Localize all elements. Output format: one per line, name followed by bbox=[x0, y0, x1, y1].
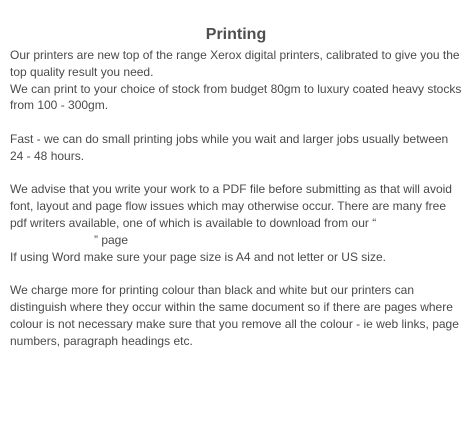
spacer bbox=[10, 165, 462, 182]
spacer bbox=[10, 114, 462, 131]
intro-printers-text: Our printers are new top of the range Xerox digital printers, calibrated to give you the top quality result you need. bbox=[10, 48, 460, 79]
pdf-advice-text bbox=[10, 181, 462, 248]
pdf-advice-body: We advise that you write your work to a PDF file before submitting as that will avoid font, layout and page flow issues which may otherwise occur. There are many free pdf writers available, one of which is available to download from our “ bbox=[10, 182, 452, 230]
page-title: Printing bbox=[205, 26, 267, 43]
spacer bbox=[10, 265, 462, 282]
colour-charge-text: We charge more for printing colour than black and white but our printers can distinguish where they occur within the same document so if there are pages where colour is not necessary make sure that you remove all the colour - ie web links, page numbers, paragraph headings etc. bbox=[10, 283, 459, 348]
pdf-advice-tail: ” page bbox=[94, 232, 129, 247]
turnaround-text: Fast - we can do small printing jobs while you wait and larger jobs usually between 24 - 48 hours. bbox=[10, 131, 449, 163]
printing-info-page bbox=[10, 26, 462, 349]
intro-stock-text: We can print to your choice of stock from budget 80gm to luxury coated heavy stocks from 100 - 300gm. bbox=[10, 81, 462, 113]
page-size-text: If using Word make sure your page size is A4 and not letter or US size. bbox=[10, 249, 386, 264]
